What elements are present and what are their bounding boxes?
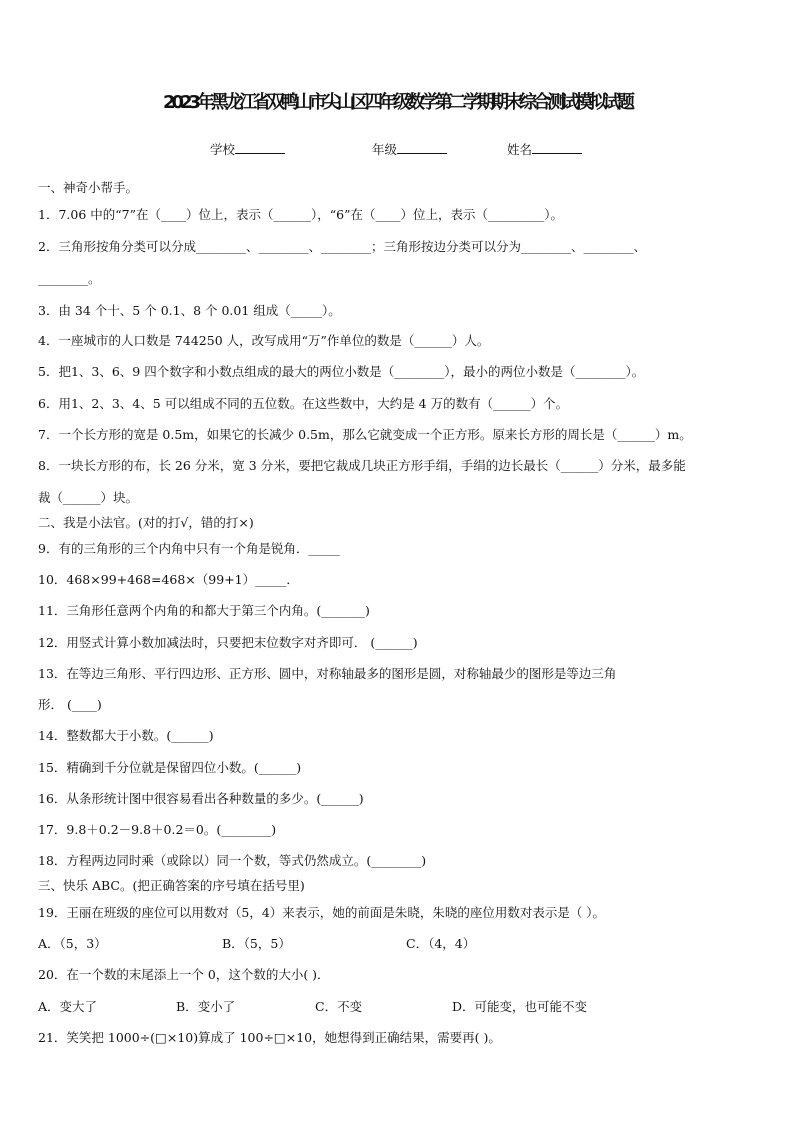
question-15: 15．精确到千分位就是保留四位小数。(______) [38,760,302,775]
question-3: 3．由 34 个十、5 个 0.1、8 个 0.01 组成（_____）。 [38,303,341,318]
name-label: 姓名 [507,142,533,157]
question-19-option-c: C．（4，4） [406,936,476,951]
section-3-heading: 三、快乐 ABC。(把正确答案的序号填在括号里) [38,878,305,893]
question-10: 10．468×99+468=468×（99+1）_____． [38,572,299,587]
question-13-line-1: 13．在等边三角形、平行四边形、正方形、圆中，对称轴最多的图形是圆，对称轴最少的图形是等边三角 [38,666,617,681]
question-19: 19．王丽在班级的座位可以用数对（5，4）来表示，她的前面是朱晓，朱晓的座位用数对表示是（ ）。 [38,905,606,920]
page-title: 2023年黑龙江省双鸭山市尖山区四年级数学第二学期期末综合测试模拟试题 [162,92,632,113]
question-21: 21．笑笑把 1000÷(□×10)算成了 100÷□×10，她想得到正确结果，需要再( )。 [38,1030,501,1045]
name-field [507,140,582,158]
section-2-heading: 二、我是小法官。(对的打√，错的打×) [38,515,254,530]
question-11: 11．三角形任意两个内角的和都大于第三个内角。(_______) [38,603,370,618]
question-19-option-b: B．（5，5） [222,936,291,951]
question-20-option-d: D．可能变，也可能不变 [452,999,588,1014]
question-13-line-2: 形． (____) [38,697,102,712]
question-20-option-c: C．不变 [315,999,363,1014]
grade-blank[interactable] [397,140,447,154]
question-14: 14．整数都大于小数。(______) [38,728,214,743]
question-20-option-a: A．变大了 [38,999,98,1014]
school-label: 学校 [210,142,236,157]
question-18: 18．方程两边同时乘（或除以）同一个数，等式仍然成立。(________) [38,853,427,868]
school-blank[interactable] [235,140,285,154]
question-9: 9．有的三角形的三个内角中只有一个角是锐角．_____ [38,541,340,556]
name-blank[interactable] [532,140,582,154]
question-20: 20．在一个数的末尾添上一个 0，这个数的大小( )． [38,967,330,982]
question-4: 4．一座城市的人口数是 744250 人，改写成用“万”作单位的数是（______）人。 [38,333,490,348]
question-17: 17．9.8＋0.2－9.8＋0.2＝0。(________) [38,822,277,837]
question-6: 6．用1、2、3、4、5 可以组成不同的五位数。在这些数中，大约是 4 万的数有（______）个。 [38,396,569,411]
section-1-heading: 一、神奇小帮手。 [38,180,139,195]
grade-field [372,140,447,158]
question-16: 16．从条形统计图中很容易看出各种数量的多少。(______) [38,791,364,806]
question-19-option-a: A．（5，3） [38,936,107,951]
question-2-line-2: ________。 [38,271,101,286]
question-5: 5．把1、3、6、9 四个数字和小数点组成的最大的两位小数是（________），最小的两位小数是（________）。 [38,364,645,379]
question-8-line-2: 裁（______）块。 [38,490,139,505]
question-7: 7．一个长方形的宽是 0.5m，如果它的长减少 0.5m，那么它就变成一个正方形。原来长方形的周长是（______）m。 [38,427,692,442]
question-1: 1．7.06 中的“7”在（____）位上，表示（______），“6”在（____）位上，表示（_________）。 [38,207,563,222]
question-8-line-1: 8．一块长方形的布，长 26 分米，宽 3 分米，要把它裁成几块正方形手绢，手绢的边长最长（______）分米，最多能 [38,458,686,473]
question-12: 12．用竖式计算小数加减法时，只要把末位数字对齐即可． (______) [38,635,418,650]
question-2-line-1: 2．三角形按角分类可以分成________、________、________；三角形按边分类可以分为________、________、 [38,239,646,254]
question-20-option-b: B．变小了 [176,999,236,1014]
school-field [210,140,285,158]
grade-label: 年级 [372,142,398,157]
